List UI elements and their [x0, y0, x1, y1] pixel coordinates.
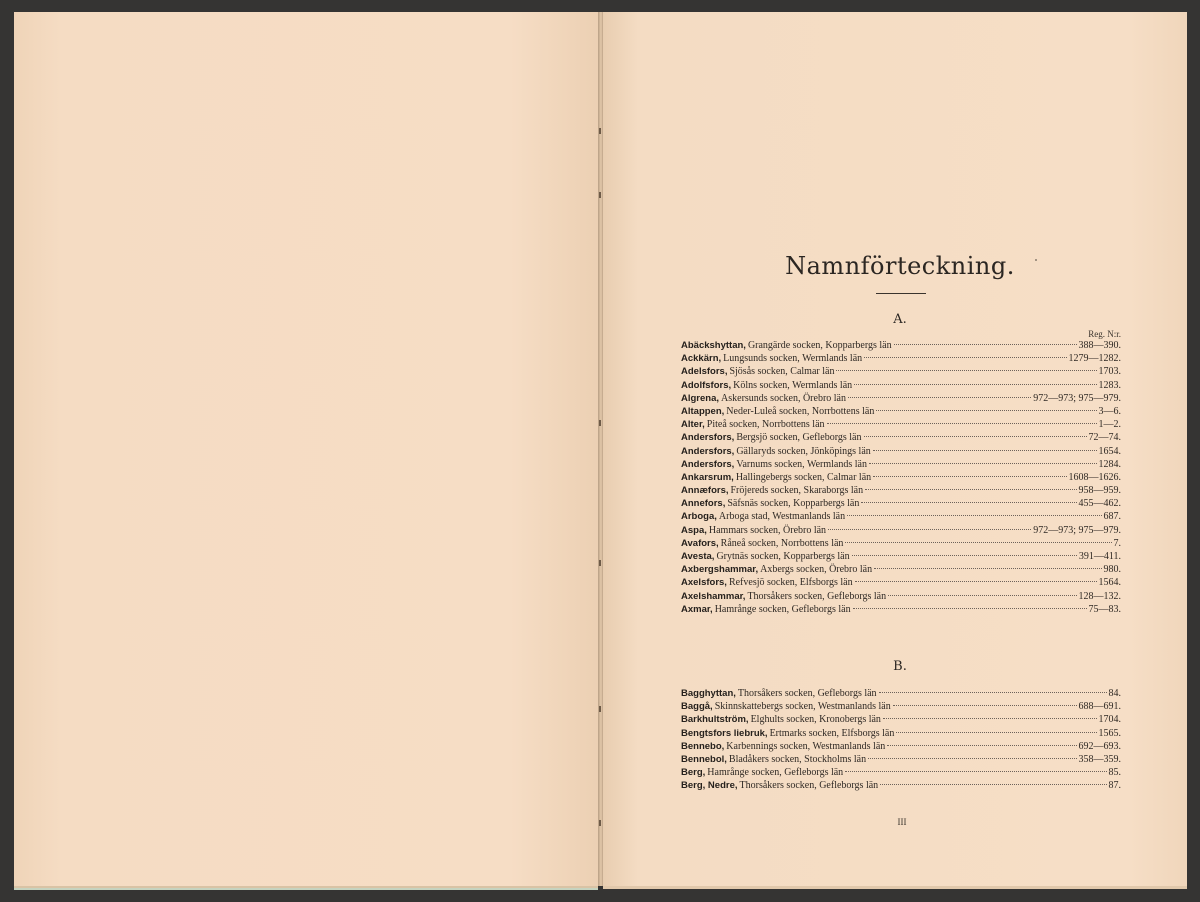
title-rule	[876, 293, 926, 294]
dot-leader	[861, 502, 1076, 503]
index-entry	[681, 392, 1121, 405]
entry-place: Hamrånge socken, Gefleborgs län	[707, 767, 844, 779]
dot-leader	[887, 745, 1076, 746]
entry-place: Säfsnäs socken, Kopparbergs län	[727, 498, 860, 510]
dot-leader	[880, 784, 1106, 785]
entry-name: Algrena,	[681, 392, 720, 404]
entry-place: Fröjereds socken, Skaraborgs län	[730, 485, 864, 497]
dot-leader	[896, 732, 1096, 733]
dot-leader	[865, 489, 1076, 490]
entry-name: Andersfors,	[681, 458, 735, 470]
index-entry	[681, 590, 1121, 603]
entry-reg-number: 3—6.	[1098, 405, 1121, 417]
entry-reg-number: 388—390.	[1078, 340, 1121, 351]
entry-place: Ertmarks socken, Elfsborgs län	[769, 727, 895, 739]
entry-reg-number: 85.	[1108, 767, 1121, 779]
entry-name: Axbergshammar,	[681, 564, 759, 576]
index-entry	[681, 740, 1121, 753]
entry-reg-number: 72—74.	[1088, 432, 1121, 444]
entry-reg-number: 1565.	[1098, 727, 1121, 739]
entry-place: Axbergs socken, Örebro län	[760, 564, 873, 576]
entry-name: Bengtsfors liebruk,	[681, 727, 768, 739]
entry-reg-number: 75—83.	[1088, 603, 1121, 615]
dot-leader	[847, 515, 1101, 516]
entry-place: Grytnäs socken, Kopparbergs län	[716, 551, 850, 562]
entry-place: Hamrånge socken, Gefleborgs län	[714, 603, 851, 615]
index-entry	[681, 379, 1121, 392]
dot-leader	[883, 718, 1097, 719]
dot-leader	[845, 771, 1106, 772]
entry-name: Barkhultström,	[681, 714, 749, 726]
entry-name: Andersfors,	[681, 432, 735, 444]
entry-reg-number: 1608—1626.	[1068, 471, 1121, 483]
entry-reg-number: 1564.	[1098, 577, 1121, 589]
dot-leader	[868, 758, 1076, 759]
binding-stitch	[599, 128, 601, 134]
entry-reg-number: 1703.	[1098, 366, 1121, 378]
entry-reg-number: 84.	[1108, 688, 1121, 699]
entry-place: Hallingebergs socken, Calmar län	[735, 471, 872, 483]
entry-place: Bladåkers socken, Stockholms län	[728, 753, 867, 765]
entry-place: Elghults socken, Kronobergs län	[750, 714, 881, 726]
index-entry	[681, 779, 1121, 792]
entry-place: Grangärde socken, Kopparbergs län	[747, 340, 892, 351]
index-entry	[681, 352, 1121, 365]
entry-name: Axmar,	[681, 603, 713, 615]
dot-leader	[836, 370, 1096, 371]
dot-leader	[879, 692, 1107, 693]
binding-stitch	[599, 820, 601, 826]
index-entry	[681, 603, 1121, 616]
entry-place: Sjösås socken, Calmar län	[729, 366, 835, 378]
index-entry	[681, 766, 1121, 779]
page-title: Namnförteckning.	[785, 252, 1015, 280]
entry-name: Adelsfors,	[681, 366, 728, 378]
entry-reg-number: 692—693.	[1078, 740, 1121, 752]
index-entry	[681, 550, 1121, 563]
entry-name: Annefors,	[681, 498, 726, 510]
dot-leader	[876, 410, 1096, 411]
entry-reg-number: 688—691.	[1078, 701, 1121, 713]
index-entry	[681, 418, 1121, 431]
entry-place: Hammars socken, Örebro län	[708, 524, 827, 536]
entry-name: Avafors,	[681, 537, 719, 549]
entry-name: Bennebo,	[681, 740, 725, 752]
entry-place: Bergsjö socken, Gefleborgs län	[736, 432, 862, 444]
entry-reg-number: 7.	[1113, 537, 1121, 549]
entry-reg-number: 972—973; 975—979.	[1033, 392, 1121, 404]
index-entry	[681, 471, 1121, 484]
index-entry	[681, 524, 1121, 537]
left-page-blank	[14, 12, 598, 886]
index-entry	[681, 365, 1121, 378]
entry-reg-number: 972—973; 975—979.	[1033, 524, 1121, 536]
entry-name: Avesta,	[681, 551, 715, 562]
entry-place: Kölns socken, Wermlands län	[733, 379, 853, 391]
dot-leader	[855, 581, 1097, 582]
entry-reg-number: 958—959.	[1078, 485, 1121, 497]
dot-leader	[848, 397, 1031, 398]
entry-reg-number: 391—411.	[1078, 551, 1121, 562]
index-entry	[681, 445, 1121, 458]
entry-name: Bagghyttan,	[681, 688, 736, 699]
dot-leader	[873, 450, 1097, 451]
index-entry	[681, 687, 1121, 700]
entry-reg-number: 1654.	[1098, 445, 1121, 457]
dot-leader	[874, 568, 1101, 569]
index-entry	[681, 537, 1121, 550]
index-entry	[681, 458, 1121, 471]
entry-name: Alter,	[681, 419, 705, 431]
entry-place: Piteå socken, Norrbottens län	[706, 419, 825, 431]
entry-name: Ankarsrum,	[681, 471, 734, 483]
index-entry	[681, 700, 1121, 713]
entry-reg-number: 1704.	[1098, 714, 1121, 726]
index-list-a	[681, 339, 1121, 616]
page-number: III	[897, 817, 907, 827]
entry-reg-number: 455—462.	[1078, 498, 1121, 510]
entry-place: Lungsunds socken, Wermlands län	[723, 353, 863, 365]
entry-reg-number: 1279—1282.	[1068, 353, 1121, 365]
paper-speck	[1035, 259, 1037, 261]
index-entry	[681, 753, 1121, 766]
dot-leader	[852, 555, 1077, 556]
entry-name: Abäckshyttan,	[681, 340, 746, 351]
index-entry	[681, 484, 1121, 497]
entry-name: Axelshammar,	[681, 590, 746, 602]
index-entry	[681, 713, 1121, 726]
dot-leader	[888, 595, 1076, 596]
entry-name: Annæfors,	[681, 485, 729, 497]
dot-leader	[853, 608, 1087, 609]
dot-leader	[828, 529, 1031, 530]
entry-name: Altappen,	[681, 405, 725, 417]
entry-place: Arboga stad, Westmanlands län	[718, 511, 846, 523]
index-entry	[681, 727, 1121, 740]
entry-reg-number: 1283.	[1098, 379, 1121, 391]
dot-leader	[845, 542, 1111, 543]
right-page-index	[603, 12, 1187, 886]
index-entry	[681, 576, 1121, 589]
entry-place: Thorsåkers socken, Gefleborgs län	[739, 780, 879, 792]
section-letter-b: B.	[893, 659, 907, 674]
index-entry	[681, 405, 1121, 418]
section-letter-a: A.	[893, 312, 907, 327]
entry-name: Ackkärn,	[681, 353, 722, 365]
entry-reg-number: 128—132.	[1078, 590, 1121, 602]
entry-place: Råneå socken, Norrbottens län	[720, 537, 844, 549]
entry-name: Berg,	[681, 767, 706, 779]
dot-leader	[864, 436, 1087, 437]
dot-leader	[873, 476, 1066, 477]
entry-reg-number: 87.	[1108, 780, 1121, 792]
entry-place: Varnums socken, Wermlands län	[736, 458, 867, 470]
entry-reg-number: 980.	[1103, 564, 1121, 576]
entry-name: Aspa,	[681, 524, 707, 536]
binding-stitch	[599, 706, 601, 712]
entry-place: Askersunds socken, Örebro län	[721, 392, 846, 404]
entry-name: Bennebol,	[681, 753, 727, 765]
index-entry	[681, 563, 1121, 576]
index-entry	[681, 339, 1121, 352]
entry-name: Andersfors,	[681, 445, 735, 457]
entry-name: Berg, Nedre,	[681, 780, 738, 792]
entry-place: Gällaryds socken, Jönköpings län	[736, 445, 871, 457]
entry-place: Karbennings socken, Westmanlands län	[726, 740, 886, 752]
binding-stitch	[599, 420, 601, 426]
entry-place: Refvesjö socken, Elfsborgs län	[728, 577, 853, 589]
entry-name: Arboga,	[681, 511, 717, 523]
entry-reg-number: 358—359.	[1078, 753, 1121, 765]
index-entry	[681, 510, 1121, 523]
dot-leader	[827, 423, 1097, 424]
entry-reg-number: 1284.	[1098, 458, 1121, 470]
dot-leader	[869, 463, 1097, 464]
index-entry	[681, 431, 1121, 444]
index-entry	[681, 497, 1121, 510]
entry-place: Thorsåkers socken, Gefleborgs län	[737, 688, 877, 699]
dot-leader	[854, 384, 1096, 385]
binding-stitch	[599, 192, 601, 198]
entry-place: Skinnskattebergs socken, Westmanlands län	[714, 701, 891, 713]
dot-leader	[894, 344, 1077, 345]
binding-stitch	[599, 560, 601, 566]
index-list-b	[681, 687, 1121, 793]
entry-reg-number: 1—2.	[1098, 419, 1121, 431]
entry-name: Axelsfors,	[681, 577, 727, 589]
dot-leader	[864, 357, 1066, 358]
column-header-reg-nr: Reg. N:r.	[1088, 329, 1121, 339]
entry-reg-number: 687.	[1103, 511, 1121, 523]
entry-place: Thorsåkers socken, Gefleborgs län	[747, 590, 887, 602]
entry-name: Adolfsfors,	[681, 379, 732, 391]
entry-place: Neder-Luleå socken, Norrbottens län	[726, 405, 875, 417]
dot-leader	[893, 705, 1077, 706]
entry-name: Baggå,	[681, 701, 713, 713]
